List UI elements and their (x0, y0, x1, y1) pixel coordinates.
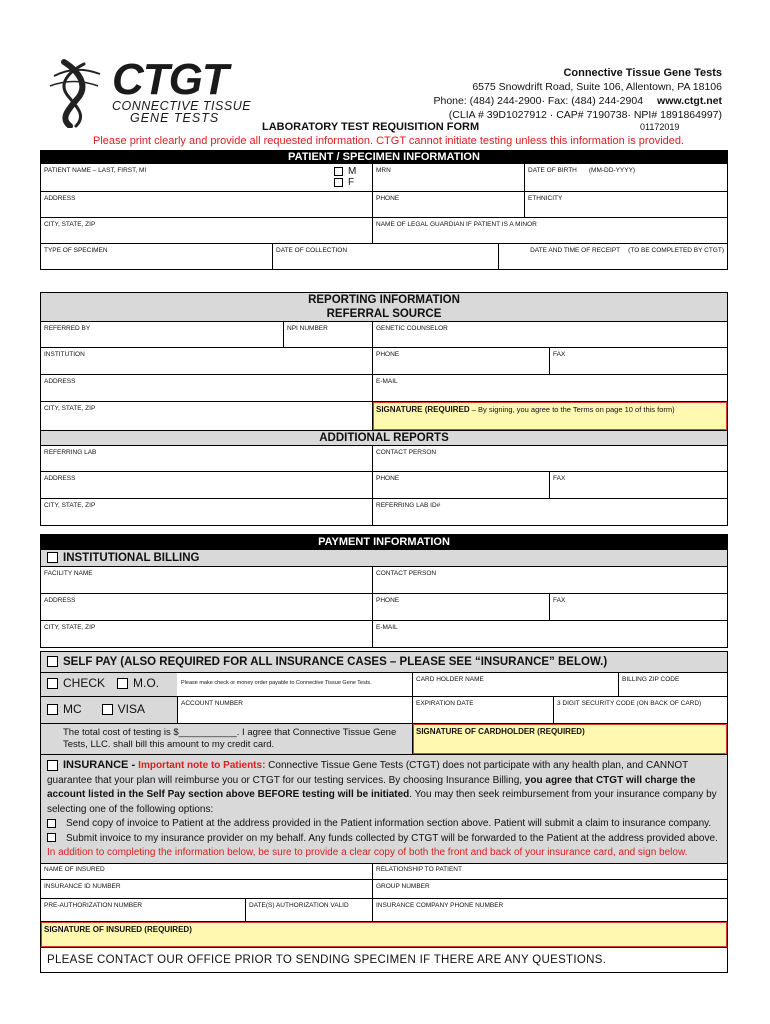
additional-fax-field[interactable]: FAX (553, 475, 566, 482)
payment-email-field[interactable]: E-MAIL (376, 624, 398, 631)
option-1-checkbox[interactable] (47, 819, 56, 828)
reporting-city-field[interactable]: CITY, STATE, ZIP (41, 402, 373, 430)
expiration-field[interactable]: EXPIRATION DATE (413, 697, 554, 723)
card-details-panel (413, 673, 727, 754)
form-warning: Please print clearly and provide all requested information. CTGT cannot initiate testing unless this information is provided. (93, 135, 685, 147)
additional-phone-field[interactable]: PHONE (373, 472, 550, 498)
group-number-field[interactable]: GROUP NUMBER (376, 882, 430, 890)
payment-contact-field[interactable]: CONTACT PERSON (376, 570, 437, 577)
check-checkbox[interactable] (47, 678, 58, 689)
total-cost-text: The total cost of testing is $___________. I agree that Connective Tissue Gene Tests, LLC. shall bill this amount to my credit card. (63, 727, 397, 750)
patient-row-2 (40, 192, 728, 218)
check-row (41, 673, 412, 697)
logo-name: CTGT (112, 55, 228, 104)
npi-field[interactable]: NPI NUMBER (284, 322, 373, 347)
payment-city-field[interactable]: CITY, STATE, ZIP (41, 621, 373, 647)
company-info (433, 66, 722, 122)
insurance-id-field[interactable]: INSURANCE ID NUMBER (41, 880, 373, 898)
patient-section-header: PATIENT / SPECIMEN INFORMATION (40, 150, 728, 164)
company-name: Connective Tissue Gene Tests (563, 67, 722, 79)
additional-row-1 (40, 445, 728, 472)
auth-valid-field[interactable]: DATE(S) AUTHORIZATION VALID (246, 899, 373, 921)
insurance-option-2: Submit invoice to my insurance provider on my behalf. Any funds collected by CTGT will be forwarded to the Patient at the address provided above. (47, 832, 721, 847)
patient-address-field[interactable]: ADDRESS (41, 192, 373, 217)
logo-line2: GENE TESTS (130, 111, 220, 125)
reporting-fax-field[interactable]: FAX (553, 351, 566, 358)
insurance-section (40, 754, 728, 864)
guardian-field[interactable]: NAME OF LEGAL GUARDIAN IF PATIENT IS A MINOR (376, 221, 537, 228)
form-date-code: 01172019 (640, 122, 680, 132)
reporting-row-3 (40, 375, 728, 402)
reporting-row-1 (40, 321, 728, 348)
referring-lab-field[interactable]: REFERRING LAB (41, 446, 373, 471)
counselor-field[interactable]: GENETIC COUNSELOR (376, 325, 448, 332)
insurance-row-3 (40, 899, 728, 922)
payment-row-3 (40, 621, 728, 648)
patient-row-4 (40, 244, 728, 270)
patient-row-1 (40, 164, 728, 192)
reporting-row-4 (40, 402, 728, 431)
receipt-field: DATE AND TIME OF RECEIPT (TO BE COMPLETED BY CTGT) (530, 247, 724, 254)
facility-field[interactable]: FACILITY NAME (41, 567, 373, 593)
visa-checkbox[interactable] (102, 704, 113, 715)
company-ids: (CLIA # 39D1027912 · CAP# 7190738· NPI# 1891864997) (448, 109, 722, 121)
payment-header: PAYMENT INFORMATION (40, 534, 728, 550)
payment-phone-field[interactable]: PHONE (373, 594, 550, 620)
referrer-signature-field[interactable]: SIGNATURE (REQUIRED – By signing, you agree to the Terms on page 10 of this form) (373, 402, 727, 430)
insurance-checkbox[interactable] (47, 760, 58, 771)
reporting-row-2 (40, 348, 728, 375)
cardholder-signature-field[interactable]: SIGNATURE OF CARDHOLDER (REQUIRED) (413, 724, 727, 754)
ethnicity-field[interactable]: ETHNICITY (528, 195, 563, 202)
payment-fax-field[interactable]: FAX (553, 597, 566, 604)
company-address: 6575 Snowdrift Road, Suite 106, Allentown, PA 18106 (472, 81, 722, 93)
preauth-field[interactable]: PRE-AUTHORIZATION NUMBER (41, 899, 246, 921)
institutional-billing-checkbox[interactable] (47, 552, 58, 563)
institution-field[interactable]: INSTITUTION (41, 348, 373, 374)
insurance-row-4 (40, 922, 728, 948)
insurance-note: In addition to completing the information below, be sure to provide a clear copy of both the front and back of your insurance card, and sign below. (47, 847, 688, 858)
self-pay-row: SELF PAY (ALSO REQUIRED FOR ALL INSURANCE CASES – PLEASE SEE “INSURANCE” BELOW.) (40, 651, 728, 673)
security-code-field[interactable]: 3 DIGIT SECURITY CODE (ON BACK OF CARD) (557, 700, 702, 707)
referred-by-field[interactable]: REFERRED BY (41, 322, 284, 347)
insurance-text: INSURANCE - Important note to Patients: Connective Tissue Gene Tests (CTGT) does not participate with any health plan, and CANNOT guarantee that your plan will reimburse you or CTGT for our testing services. By choosing Insurance Billing, you agree that CTGT will charge the account listed in the Self Pay section above BEFORE testing will be initiated. You may then seek reimbursement from your insurance company by selecting one of the following options: (47, 759, 717, 815)
sex-options: M F (331, 164, 373, 191)
insurance-phone-field[interactable]: INSURANCE COMPANY PHONE NUMBER (376, 901, 504, 909)
check-note: Please make check or money order payable to Connective Tissue Gene Tests. (177, 673, 412, 696)
payment-row-1 (40, 567, 728, 594)
logo-wordmark (112, 55, 252, 125)
company-website[interactable]: www.ctgt.net (657, 95, 722, 107)
requisition-form (40, 150, 728, 973)
patient-phone-field[interactable]: PHONE (373, 192, 525, 217)
cardholder-name-field[interactable]: CARD HOLDER NAME (413, 673, 619, 696)
spacer (40, 526, 728, 534)
footer-notice: PLEASE CONTACT OUR OFFICE PRIOR TO SENDING SPECIMEN IF THERE ARE ANY QUESTIONS. (40, 948, 728, 973)
cardholder-row (413, 673, 727, 697)
self-pay-checkbox[interactable] (47, 656, 58, 667)
billing-zip-field[interactable]: BILLING ZIP CODE (622, 676, 680, 683)
insurance-row-1 (40, 864, 728, 880)
payment-row-2 (40, 594, 728, 621)
reporting-phone-field[interactable]: PHONE (373, 348, 550, 374)
relationship-field[interactable]: RELATIONSHIP TO PATIENT (376, 865, 462, 873)
mo-checkbox[interactable] (117, 678, 128, 689)
patient-name-field[interactable]: PATIENT NAME – LAST, FIRST, MI (44, 167, 147, 174)
insured-signature-field[interactable]: SIGNATURE OF INSURED (REQUIRED) (41, 922, 727, 947)
mrn-field[interactable]: MRN (373, 164, 525, 191)
self-pay-body (40, 673, 728, 754)
insurance-row-2 (40, 880, 728, 899)
additional-address-field[interactable]: ADDRESS (41, 472, 373, 498)
spacer (40, 270, 728, 292)
additional-contact-field[interactable]: CONTACT PERSON (376, 449, 437, 456)
account-number-field[interactable]: ACCOUNT NUMBER (177, 697, 412, 723)
sex-m-checkbox[interactable] (334, 167, 343, 176)
payment-address-field[interactable]: ADDRESS (41, 594, 373, 620)
additional-row-2 (40, 472, 728, 499)
patient-city-field[interactable]: CITY, STATE, ZIP (41, 218, 373, 243)
option-2-checkbox[interactable] (47, 833, 56, 842)
company-phone-fax: Phone: (484) 244-2900· Fax: (484) 244-2904 (433, 95, 644, 107)
institutional-billing-row: INSTITUTIONAL BILLING (40, 550, 728, 567)
reporting-header: REPORTING INFORMATION REFERRAL SOURCE (40, 292, 728, 321)
reporting-email-field[interactable]: E-MAIL (376, 378, 398, 385)
additional-city-field[interactable]: CITY, STATE, ZIP (41, 499, 373, 525)
form-title: LABORATORY TEST REQUISITION FORM (262, 121, 480, 133)
lab-id-field[interactable]: REFERRING LAB ID# (376, 502, 441, 509)
card-row (41, 697, 412, 724)
collection-date-field[interactable]: DATE OF COLLECTION (273, 244, 499, 269)
additional-header: ADDITIONAL REPORTS (40, 431, 728, 445)
mc-checkbox[interactable] (47, 704, 58, 715)
specimen-type-field[interactable]: TYPE OF SPECIMEN (41, 244, 273, 269)
check-options: CHECK M.O. (41, 673, 177, 696)
logo-line1: CONNECTIVE TISSUE (112, 99, 252, 113)
patient-row-3 (40, 218, 728, 244)
dob-field[interactable]: DATE OF BIRTH (MM-DD-YYYY) (528, 167, 636, 174)
name-insured-field[interactable]: NAME OF INSURED (41, 864, 373, 879)
sex-f-checkbox[interactable] (334, 178, 343, 187)
additional-row-3 (40, 499, 728, 526)
payment-method-panel (41, 673, 413, 754)
card-options: MC VISA (41, 697, 177, 723)
expiration-row (413, 697, 727, 724)
reporting-address-field[interactable]: ADDRESS (41, 375, 373, 401)
insurance-option-1: Send copy of invoice to Patient at the address provided in the Patient information section above. Patient will submit a claim to insurance company. (47, 817, 721, 832)
